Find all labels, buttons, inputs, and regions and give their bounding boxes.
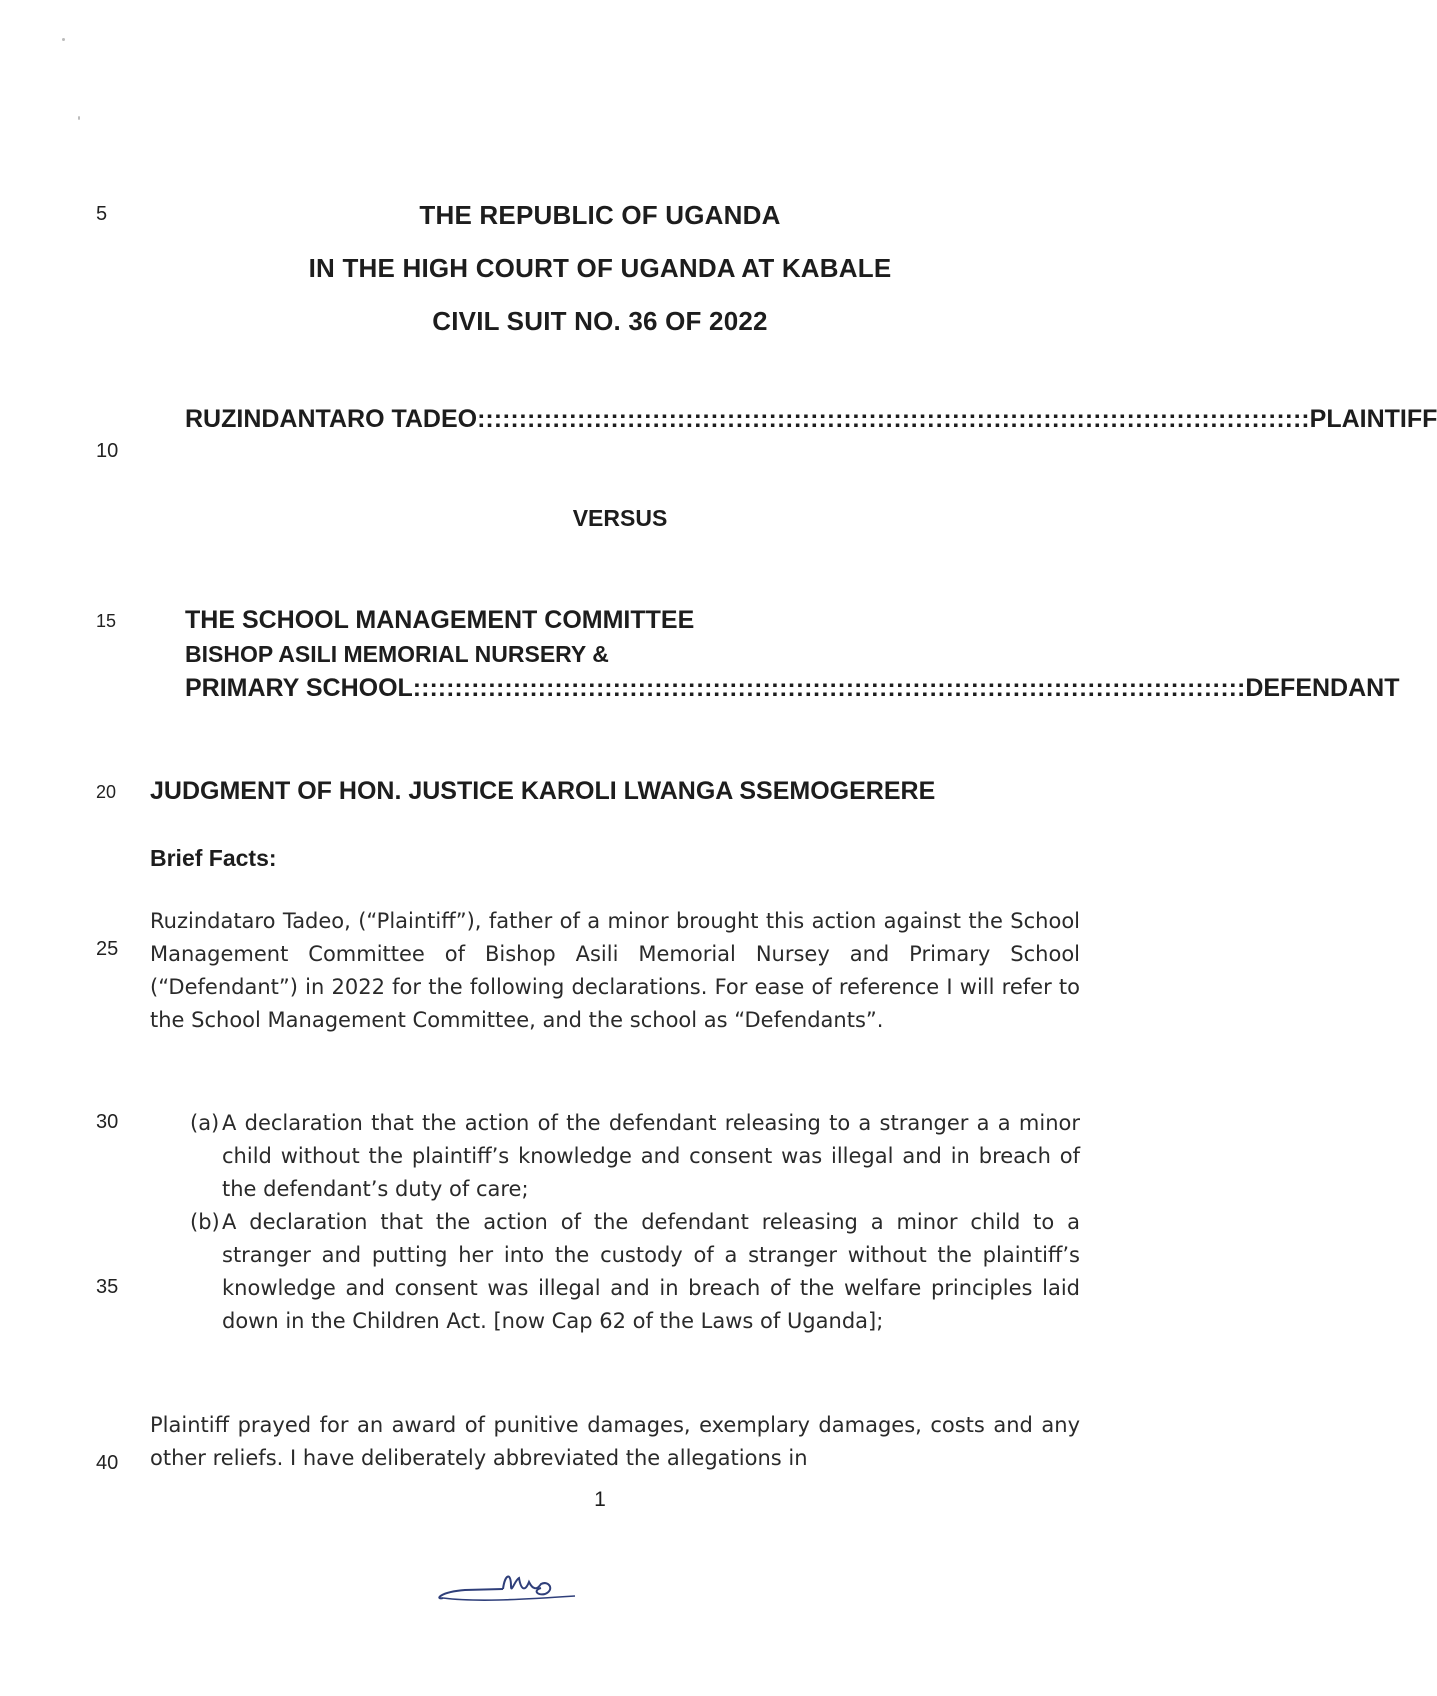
defendant-row: [185, 671, 1400, 705]
signature-icon: [425, 1560, 595, 1610]
list-item: [190, 1206, 1080, 1338]
defendant-name: PRIMARY SCHOOL: [185, 674, 413, 702]
declarations-list: [190, 1107, 1080, 1338]
judgment-title: JUDGMENT OF HON. JUSTICE KAROLI LWANGA SSEMOGERERE: [150, 777, 936, 805]
plaintiff-block: [185, 402, 1437, 436]
line-number: 25: [96, 938, 119, 960]
line-number: 35: [96, 1276, 119, 1298]
plaintiff-row: [185, 402, 1437, 436]
list-marker: (a): [190, 1111, 220, 1135]
list-item-text: A declaration that the action of the defendant releasing to a stranger a a minor child without the plaintiff’s knowledge and consent was illegal and in breach of the defendant’s duty of care;: [222, 1111, 1080, 1201]
list-marker: (b): [190, 1210, 220, 1234]
defendant-role: DEFENDANT: [1245, 674, 1400, 702]
defendant-line-1: THE SCHOOL MANAGEMENT COMMITTEE: [185, 606, 695, 634]
header-republic: THE REPUBLIC OF UGANDA: [419, 200, 781, 230]
line-number: 40: [96, 1452, 119, 1474]
line-number: 10: [96, 440, 119, 462]
defendant-block: [185, 603, 1400, 705]
versus-label: VERSUS: [572, 505, 668, 531]
header-suit-number: CIVIL SUIT NO. 36 OF 2022: [432, 306, 768, 336]
plaintiff-name: RUZINDANTARO TADEO: [185, 405, 478, 433]
line-number: 30: [96, 1111, 119, 1133]
intro-paragraph: Ruzindataro Tadeo, (“Plaintiff”), father of a minor brought this action against the School Management Committee of Bishop Asili Memorial Nursey and Primary School (“Defendant”) in 2022 for the following declarations. For ease of reference I will refer to the School Management Committee, and the school as “Defendants”.: [150, 909, 1080, 1032]
list-item: [190, 1107, 1080, 1206]
header-court: IN THE HIGH COURT OF UGANDA AT KABALE: [308, 253, 892, 283]
line-number: 20: [96, 782, 117, 802]
page-number: 1: [594, 1488, 606, 1511]
defendant-line-2: BISHOP ASILI MEMORIAL NURSERY &: [185, 641, 609, 667]
closing-paragraph: Plaintiff prayed for an award of punitive damages, exemplary damages, costs and any other reliefs. I have deliberately abbreviated the allegations in: [150, 1413, 1080, 1470]
scan-speck: [78, 116, 80, 120]
brief-facts-heading: Brief Facts:: [150, 845, 277, 871]
line-number: 5: [96, 203, 108, 225]
line-number: 15: [96, 611, 117, 631]
dotted-leader: ::::::::::::::::::::::::::::::::::::::::::::::::::::::::::::::::::::::::::::::::::::::::::::::::::::: [412, 674, 1246, 702]
list-item-text: A declaration that the action of the defendant releasing a minor child to a stranger and putting her into the custody of a stranger without the plaintiff’s knowledge and consent was illegal and in breach of the welfare principles laid down in the Children Act. [now Cap 62 of the Laws of Uganda];: [222, 1210, 1080, 1333]
scan-speck: [62, 38, 65, 41]
dotted-leader: ::::::::::::::::::::::::::::::::::::::::::::::::::::::::::::::::::::::::::::::::::::::::::::::::::::: [477, 405, 1310, 433]
plaintiff-role: PLAINTIFF: [1309, 405, 1437, 433]
